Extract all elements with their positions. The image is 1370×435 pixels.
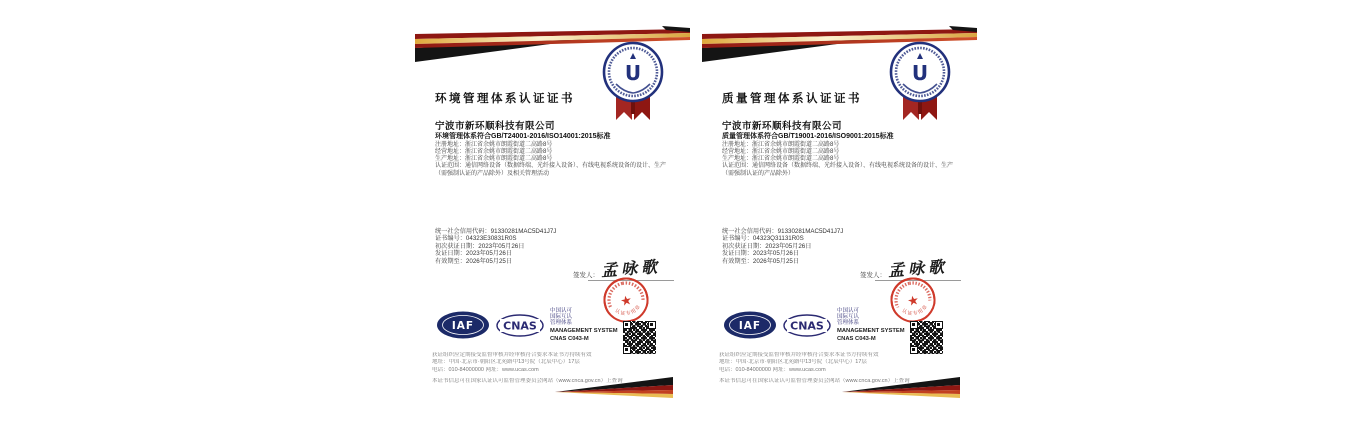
medal-letter: U — [911, 61, 929, 85]
footer-line: 获证组织应定期接受监督审核并经审核符合要求本证书方持续有效 — [719, 352, 879, 358]
stamp-star-icon: ★ — [905, 291, 921, 310]
accreditation-line: 管理体系 — [837, 320, 860, 327]
first-issue-date: 初次获证日期：2023年05月26日 — [722, 242, 812, 250]
footer-line: 本证书信息可在国家认证认可监督管理委员会网站（www.cnca.gov.cn）上查询 — [719, 377, 910, 384]
certificate-environmental — [410, 18, 690, 420]
certification-scope: 认证范围：通信网络设备（数据终端、光纤接入设备）、有线电视系统设备的设计、生产（需强制认证的产品除外） — [722, 163, 954, 177]
qr-finder-icon — [935, 321, 943, 329]
production-address: 生产地址：浙江省余姚市朗霞街道二高路8号 — [722, 156, 840, 162]
registered-address: 注册地址：浙江省余姚市朗霞街道二高路8号 — [435, 142, 553, 148]
cnas-label: CNAS — [790, 319, 824, 333]
production-address: 生产地址：浙江省余姚市朗霞街道二高路8号 — [435, 156, 553, 162]
company-name: 宁波市新环顺科技有限公司 — [435, 121, 556, 132]
certificate-quality — [697, 18, 977, 420]
signer-signature: 孟咏歌 — [600, 256, 662, 281]
bottom-stripe-decor — [555, 377, 673, 399]
footer-line: 本证书信息可在国家认证认可监督管理委员会网站（www.cnca.gov.cn）上查询 — [432, 377, 623, 384]
cnas-logo-icon — [783, 314, 831, 337]
operating-address: 经营地址：浙江省余姚市朗霞街道二高路8号 — [722, 149, 840, 155]
medal-letter: U — [624, 61, 642, 85]
qr-finder-icon — [648, 321, 656, 329]
iaf-logo-icon — [436, 311, 490, 339]
company-name: 宁波市新环顺科技有限公司 — [722, 121, 843, 132]
footer-line: 获证组织应定期接受监督审核并经审核符合要求本证书方持续有效 — [432, 352, 592, 358]
standard-line: 环境管理体系符合GB/T24001-2016/ISO14001:2015标准 — [435, 133, 611, 140]
cnas-code: CNAS C043-M — [550, 335, 589, 342]
certificate-info-block — [435, 228, 556, 265]
accreditation-text-block — [837, 308, 905, 343]
iaf-logo-icon — [723, 311, 777, 339]
credit-code: 统一社会信用代码：91330281MAC5D41J7J — [435, 228, 557, 235]
qr-finder-icon — [623, 321, 631, 329]
accreditation-text-block — [550, 308, 618, 343]
qr-code — [910, 321, 943, 354]
operating-address: 经营地址：浙江省余姚市朗霞街道二高路8号 — [435, 149, 553, 155]
issue-date: 发证日期：2023年05月26日 — [722, 250, 800, 258]
valid-until: 有效期至：2026年05月25日 — [435, 257, 513, 265]
qr-code — [623, 321, 656, 354]
certificate-number: 证书编号：04323Q31131R0S — [722, 235, 804, 243]
stamp-bottom-text: 认证专用章 — [613, 303, 643, 318]
signer-label: 签发人： — [573, 272, 599, 279]
stamp-bottom-text: 认证专用章 — [900, 303, 930, 318]
credit-code: 统一社会信用代码：91330281MAC5D41J7J — [722, 228, 844, 235]
signer-signature: 孟咏歌 — [887, 256, 949, 281]
signer-label: 签发人： — [860, 272, 886, 279]
issue-date: 发证日期：2023年05月26日 — [435, 250, 513, 258]
accreditation-line: 国际互认 — [837, 314, 860, 321]
cnas-label: CNAS — [503, 319, 537, 333]
accreditation-line: 管理体系 — [550, 320, 573, 327]
certification-medal-icon — [881, 34, 961, 130]
cnas-code: CNAS C043-M — [837, 335, 876, 342]
valid-until: 有效期至：2026年05月25日 — [722, 257, 800, 265]
first-issue-date: 初次获证日期：2023年05月26日 — [435, 242, 525, 250]
footer-line: 地址：中国·北京市·朝阳区北苑路甲13号院（北辰中心）17层 — [719, 359, 867, 366]
accreditation-line: 中国认可 — [550, 308, 573, 314]
bottom-stripe-decor — [842, 377, 960, 399]
standard-line: 质量管理体系符合GB/T19001-2016/ISO9001:2015标准 — [722, 133, 894, 140]
certification-scope: 认证范围：通信网络设备（数据终端、光纤接入设备）、有线电视系统设备的设计、生产（需强制认证的产品除外）及相关管理活动 — [435, 163, 667, 177]
management-system-label: MANAGEMENT SYSTEM — [550, 327, 618, 334]
certification-medal-icon — [594, 34, 674, 130]
certificate-number: 证书编号：04323E30831R0S — [435, 235, 517, 243]
qr-finder-icon — [910, 321, 918, 329]
certificate-title: 质量管理体系认证证书 — [722, 93, 862, 105]
iaf-label: IAF — [451, 320, 475, 332]
stamp-star-icon: ★ — [618, 291, 634, 310]
footer-line: 电话：010-84000000 网址：www.ucas.com — [719, 366, 826, 373]
accreditation-line: 国际互认 — [550, 314, 573, 321]
management-system-label: MANAGEMENT SYSTEM — [837, 327, 905, 334]
certificate-info-block — [722, 228, 843, 265]
footer-line: 电话：010-84000000 网址：www.ucas.com — [432, 366, 539, 373]
iaf-label: IAF — [738, 320, 762, 332]
footer-line: 地址：中国·北京市·朝阳区北苑路甲13号院（北辰中心）17层 — [432, 359, 580, 366]
registered-address: 注册地址：浙江省余姚市朗霞街道二高路8号 — [722, 142, 840, 148]
accreditation-line: 中国认可 — [837, 308, 860, 314]
cnas-logo-icon — [496, 314, 544, 337]
certificate-title: 环境管理体系认证证书 — [435, 93, 575, 105]
